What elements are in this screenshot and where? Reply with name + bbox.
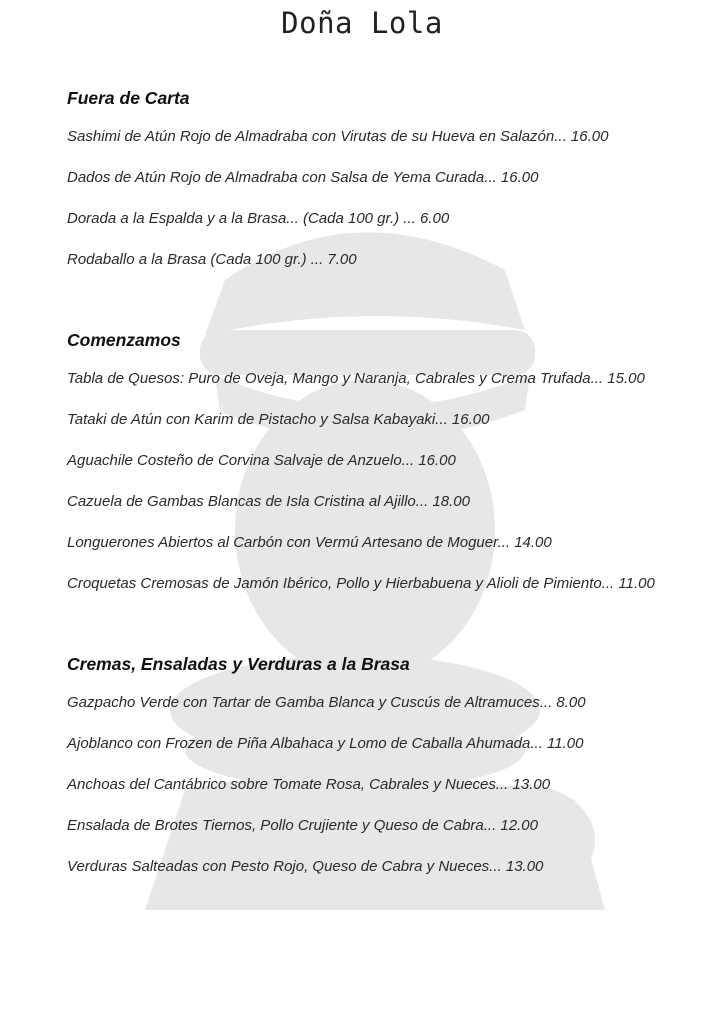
section-title: Cremas, Ensaladas y Verduras a la Brasa (67, 654, 410, 674)
section-comenzamos (67, 328, 704, 615)
menu-item: Gazpacho Verde con Tartar de Gamba Blanca y Cuscús de Altramuces... 8.00 (67, 694, 586, 711)
menu-item: Dorada a la Espalda y a la Brasa... (Cada 100 gr.) ... 6.00 (67, 210, 450, 227)
menu-item: Cazuela de Gambas Blancas de Isla Cristina al Ajillo... 18.00 (67, 493, 470, 510)
menu-item: Dados de Atún Rojo de Almadraba con Salsa de Yema Curada... 16.00 (67, 169, 539, 186)
menu-item: Croquetas Cremosas de Jamón Ibérico, Pollo y Hierbabuena y Alioli de Pimiento... 11.00 (67, 575, 655, 592)
menu-item: Rodaballo a la Brasa (Cada 100 gr.) ... 7.00 (67, 251, 357, 268)
section-fuera-de-carta (67, 86, 704, 291)
menu-item: Tabla de Quesos: Puro de Oveja, Mango y Naranja, Cabrales y Crema Trufada... 15.00 (67, 370, 645, 387)
menu-item: Longuerones Abiertos al Carbón con Vermú Artesano de Moguer... 14.00 (67, 534, 552, 551)
menu-item: Ensalada de Brotes Tiernos, Pollo Crujiente y Queso de Cabra... 12.00 (67, 817, 538, 834)
restaurant-title: Doña Lola (281, 6, 443, 40)
menu-item: Tataki de Atún con Karim de Pistacho y Salsa Kabayaki... 16.00 (67, 411, 490, 428)
menu-item: Sashimi de Atún Rojo de Almadraba con Virutas de su Hueva en Salazón... 16.00 (67, 128, 609, 145)
menu-item: Ajoblanco con Frozen de Piña Albahaca y Lomo de Caballa Ahumada... 11.00 (67, 735, 584, 752)
section-title: Fuera de Carta (67, 88, 190, 108)
menu-item: Verduras Salteadas con Pesto Rojo, Queso de Cabra y Nueces... 13.00 (67, 858, 544, 875)
section-title: Comenzamos (67, 330, 181, 350)
section-cremas-ensaladas-verduras (67, 652, 704, 898)
menu-item: Aguachile Costeño de Corvina Salvaje de Anzuelo... 16.00 (67, 452, 456, 469)
menu-item: Anchoas del Cantábrico sobre Tomate Rosa, Cabrales y Nueces... 13.00 (67, 776, 551, 793)
